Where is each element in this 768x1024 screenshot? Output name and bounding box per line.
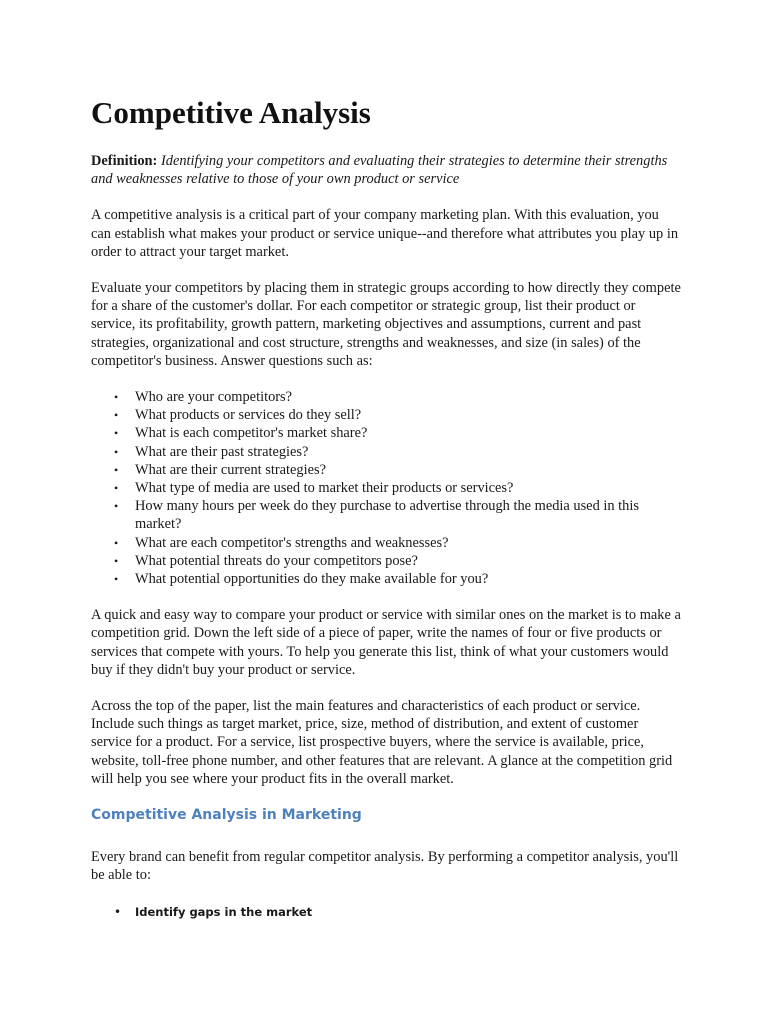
bullet-icon: • <box>114 444 119 459</box>
list-item: • What potential threats do your competitors pose? <box>114 552 418 569</box>
bullet-icon: • <box>114 426 119 441</box>
list-item: • What products or services do they sell? <box>114 407 362 424</box>
definition-label: Definition: <box>91 153 158 169</box>
list-item: • Who are your competitors? <box>114 389 293 406</box>
list-item: • What is each competitor's market share? <box>114 425 368 442</box>
bullet-icon: • <box>114 481 119 496</box>
section-heading: Competitive Analysis in Marketing <box>91 807 362 824</box>
strategic-groups-paragraph: Evaluate your competitors by placing them in strategic groups according to how directly they compete for a share of the customer's dollar. For each competitor or strategic group, list their product or service, its profitability, growth pattern, marketing objectives and assumptions, current and past strategies, organizational and cost structure, strengths and weaknesses, and size (in sales) of the competitor's business. Answer questions such as: <box>91 280 681 369</box>
list-item: • What are each competitor's strengths and weaknesses? <box>114 534 449 551</box>
list-item: • How many hours per week do they purchase to advertise through the media used in this market? <box>114 498 639 533</box>
document-page <box>91 96 681 921</box>
benefits-intro-paragraph: Every brand can benefit from regular competitor analysis. By performing a competitor analysis, you'll be able to: <box>91 849 679 884</box>
bullet-icon: • <box>114 408 119 423</box>
intro-paragraph: A competitive analysis is a critical part of your company marketing plan. With this evaluation, you can establish what makes your product or service unique--and therefore what attributes you play up in order to attract your target market. <box>91 207 679 260</box>
list-item: • What are their past strategies? <box>114 443 309 460</box>
definition-paragraph <box>91 152 681 188</box>
bullet-icon: • <box>114 904 122 919</box>
list-item: • What are their current strategies? <box>114 461 326 478</box>
list-item: • What potential opportunities do they make available for you? <box>114 571 489 588</box>
bullet-icon: • <box>114 553 119 568</box>
bullet-icon: • <box>114 535 119 550</box>
list-item: • Identify gaps in the market <box>114 904 313 919</box>
bullet-icon: • <box>114 462 119 477</box>
definition-text: Identifying your competitors and evaluating their strategies to determine their strengths and weaknesses relative to those of your own product or service <box>91 153 668 188</box>
document-title: Competitive Analysis <box>91 95 371 130</box>
bullet-icon: • <box>114 390 119 405</box>
bullet-icon: • <box>114 499 119 514</box>
competition-grid-paragraph: A quick and easy way to compare your product or service with similar ones on the market is to make a competition grid. Down the left side of a piece of paper, write the names of four or five products or services that compete with yours. To help you generate this list, think of what your customers would buy if they didn't buy your product or service. <box>91 607 681 678</box>
benefits-list <box>91 903 681 921</box>
features-paragraph: Across the top of the paper, list the main features and characteristics of each product or service. Include such things as target market, price, size, method of distribution, and extent of customer service for a product. For a service, list prospective buyers, where the service is available, price, website, toll-free phone number, and other features that are relevant. A glance at the competition grid will help you see where your product fits in the overall market. <box>91 698 673 787</box>
bullet-icon: • <box>114 572 119 587</box>
questions-list <box>91 388 681 588</box>
list-item: • What type of media are used to market their products or services? <box>114 480 514 497</box>
